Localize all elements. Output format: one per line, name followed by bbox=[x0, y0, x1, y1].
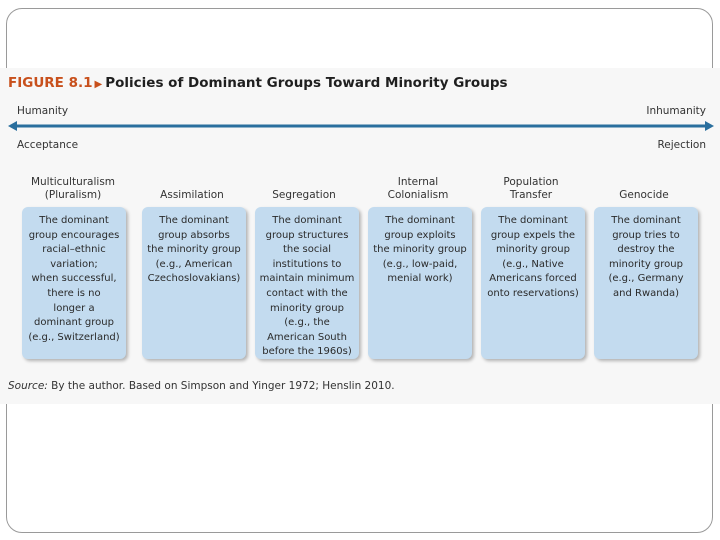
column-heading-segregation: Segregation bbox=[272, 189, 336, 201]
figure-number: FIGURE 8.1 bbox=[8, 75, 93, 91]
scale-acceptance-label: Acceptance bbox=[17, 139, 79, 151]
policy-box-internal-colonialism: The dominant group exploits the minority group (e.g., low-paid, menial work) bbox=[368, 207, 472, 359]
source-label: Source: bbox=[8, 380, 48, 392]
scale-inhumanity-label: Inhumanity bbox=[646, 105, 706, 117]
scale-humanity-label: Humanity bbox=[17, 105, 69, 117]
column-heading-internal-colonialism: Internal Colonialism bbox=[387, 176, 449, 201]
column-heading-genocide: Genocide bbox=[619, 189, 669, 201]
column-heading-assimilation: Assimilation bbox=[160, 189, 224, 201]
policy-box-segregation: The dominant group structures the social institutions to maintain minimum contact with the minority group (e.g., the American South before the 1960s) bbox=[255, 207, 359, 359]
source-text: By the author. Based on Simpson and Yinger 1972; Henslin 2010. bbox=[47, 380, 395, 392]
source-note bbox=[8, 380, 395, 392]
policy-box-multiculturalism: The dominant group encourages racial–ethnic variation; when successful, there is no longer a dominant group (e.g., Switzerland) bbox=[22, 207, 126, 359]
column-heading-multiculturalism: Multiculturalism (Pluralism) bbox=[30, 176, 116, 201]
figure-title-text: Policies of Dominant Groups Toward Minority Groups bbox=[105, 75, 508, 91]
figure-title bbox=[8, 75, 508, 91]
double-arrow-axis bbox=[8, 121, 714, 131]
policy-box-population-transfer: The dominant group expels the minority group (e.g., Native Americans forced onto reservations) bbox=[481, 207, 585, 359]
policy-box-genocide: The dominant group tries to destroy the minority group (e.g., Germany and Rwanda) bbox=[594, 207, 698, 359]
play-triangle-icon: ▶ bbox=[94, 79, 103, 90]
column-heading-population-transfer: Population Transfer bbox=[503, 176, 559, 201]
scale-rejection-label: Rejection bbox=[657, 139, 706, 151]
policy-box-assimilation: The dominant group absorbs the minority group (e.g., American Czechoslovakians) bbox=[142, 207, 246, 359]
